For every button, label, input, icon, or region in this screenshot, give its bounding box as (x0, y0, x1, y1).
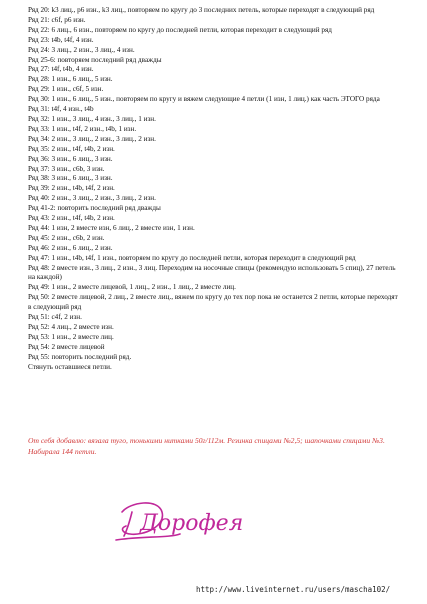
pattern-row: Ряд 55: повторить последний ряд. (28, 352, 132, 361)
pattern-row: Ряд 46: 2 изн., 6 лиц., 2 изн. (28, 243, 113, 252)
pattern-row: Ряд 20: k3 лиц., p6 изн., k3 лиц., повторяем по кругу до 3 последних петель, которые переходят в следующий ряд (28, 6, 375, 14)
pattern-row: Ряд 43: 2 изн., t4f, t4b, 2 изн. (28, 214, 115, 223)
pattern-row: Ряд 51: c4f, 2 изн. (28, 313, 82, 322)
pattern-row: Ряд 23: t4b, t4f, 4 изн. (28, 35, 94, 44)
pattern-row: Ряд 28: 1 изн., 6 лиц., 5 изн. (28, 75, 113, 84)
pattern-row: Ряд 52: 4 лиц., 2 вместе изн. (28, 323, 114, 331)
pattern-row: Ряд 44: 1 изн, 2 вместе изн, 6 лиц., 2 вместе изн, 1 изн. (28, 223, 195, 232)
signature-logo (110, 490, 260, 560)
pattern-row: Ряд 33: 1 изн., t4f, 2 изн., t4b, 1 изн. (28, 124, 137, 133)
pattern-row: Ряд 41-2: повторить последний ряд дважды (28, 204, 161, 213)
pattern-row: Ряд 54: 2 вместе лицевой (28, 342, 105, 351)
signature-text: Дорофея (140, 511, 244, 536)
pattern-row: Стянуть оставшиеся петли. (28, 362, 112, 371)
pattern-row: Ряд 48: 2 вместе изн., 3 лиц., 2 изн., 3 лиц. Переходим на носочные спицы (рекомендую использовать 5 спиц), 27 петель на каждой) (28, 263, 396, 282)
pattern-row: Ряд 29: 1 изн., c6f, 5 изн. (28, 85, 104, 94)
pattern-row: Ряд 34: 2 изн., 3 лиц., 2 изн., 3 лиц., 2 изн. (28, 134, 156, 143)
pattern-row: Ряд 53: 1 изн., 2 вместе лиц. (28, 332, 114, 341)
pattern-row: Ряд 39: 2 изн., t4b, t4f, 2 изн. (28, 184, 115, 193)
author-note: От себя добавлю: вязала туго, тонькими нитками 50г/112м. Резинка спицами №2,5; шапочками спицами №3. Набирала 144 петли. (28, 436, 385, 456)
pattern-row: Ряд 25-6: повторяем последний ряд дважды (28, 55, 162, 64)
pattern-row: Ряд 45: 2 изн., c6b, 2 изн. (28, 233, 105, 242)
pattern-row: Ряд 32: 1 изн., 3 лиц., 4 изн., 3 лиц., 1 изн. (28, 114, 156, 123)
pattern-row: Ряд 37: 3 изн., c6b, 3 изн. (28, 164, 105, 173)
pattern-row: Ряд 22: 6 лиц., 6 изн., повторяем по кругу до последней петли, которая переходит в следующий ряд (28, 25, 332, 34)
pattern-row: Ряд 27: t4f, t4b, 4 изн. (28, 65, 94, 74)
pattern-row: Ряд 21: c6f, p6 изн. (28, 15, 86, 24)
pattern-text (28, 6, 402, 373)
pattern-row: Ряд 40: 2 изн., 3 лиц., 2 изн., 3 лиц., 2 изн. (28, 194, 156, 203)
pattern-row: Ряд 49: 1 изн., 2 вместе лицевой, 1 лиц., 2 изн., 1 лиц., 2 вместе лиц. (28, 283, 236, 292)
pattern-row: Ряд 36: 3 изн., 6 лиц., 3 изн. (28, 154, 113, 163)
pattern-row: Ряд 38: 3 изн., 6 лиц., 3 изн. (28, 174, 113, 183)
pattern-row: Ряд 24: 3 лиц., 2 изн., 3 лиц., 4 изн. (28, 45, 135, 54)
pattern-row: Ряд 35: 2 изн., t4f, t4b, 2 изн. (28, 144, 115, 153)
pattern-row: Ряд 47: 1 изн., t4b, t4f, 1 изн., повторяем по кругу до последней петли, которая переходит в следующий ряд (28, 253, 356, 262)
pattern-row: Ряд 50: 2 вместе лицевой, 2 лиц., 2 вместе лиц., вяжем по кругу до тех пор пока не останется 2 петли, которые переходят в следующий ряд (28, 293, 398, 312)
pattern-row: Ряд 30: 1 изн., 6 лиц., 5 изн., повторяем по кругу и вяжем следующие 4 петли (1 изн, 1 лиц.) как часть ЭТОГО ряда (28, 95, 380, 104)
source-url: http://www.liveinternet.ru/users/mascha102/ (196, 585, 391, 594)
pattern-row: Ряд 31: t4f, 4 изн., t4b (28, 105, 94, 114)
